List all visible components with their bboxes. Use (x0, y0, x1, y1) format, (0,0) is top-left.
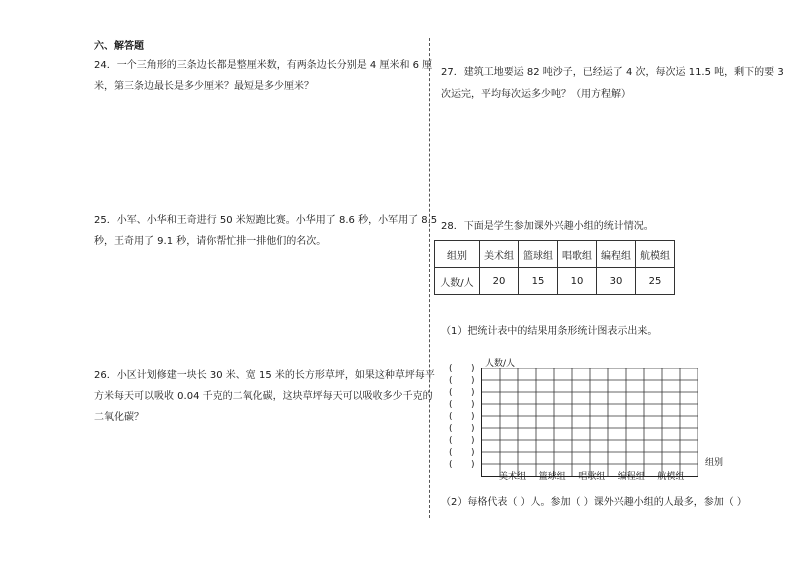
x-category-label: 编程组 (617, 472, 645, 482)
table-count-cell: 15 (519, 268, 558, 295)
table-group-cell: 唱歌组 (558, 241, 597, 268)
y-tick-open-paren: ( (449, 376, 453, 386)
x-category-label: 篮球组 (538, 472, 566, 482)
column-divider (429, 38, 430, 518)
q27-line2: 次运完，平均每次运多少吨？（用方程解） (441, 89, 631, 100)
table-count-cell: 25 (636, 268, 675, 295)
y-tick-open-paren: ( (449, 424, 453, 434)
table-count-row (435, 268, 675, 295)
y-tick-close-paren: ) (471, 448, 475, 458)
y-tick-open-paren: ( (449, 460, 453, 470)
q24-line1: 24．一个三角形的三条边长都是整厘米数，有两条边长分别是 4 厘米和 6 厘 (94, 60, 433, 71)
y-tick-close-paren: ) (471, 412, 475, 422)
y-tick-close-paren: ) (471, 460, 475, 470)
table-count-cell: 10 (558, 268, 597, 295)
section-title: 六、解答题 (94, 41, 144, 52)
q26-line1: 26．小区计划修建一块长 30 米、宽 15 米的长方形草坪，如果这种草坪每平 (94, 370, 435, 381)
y-tick-close-paren: ) (471, 400, 475, 410)
y-tick-close-paren: ) (471, 436, 475, 446)
x-category-label: 航模组 (657, 472, 685, 482)
y-tick-open-paren: ( (449, 388, 453, 398)
y-tick-open-paren: ( (449, 436, 453, 446)
y-tick-open-paren: ( (449, 400, 453, 410)
q27-line1: 27．建筑工地要运 82 吨沙子，已经运了 4 次，每次运 11.5 吨，剩下的要 3 (441, 67, 784, 78)
chart-grid (481, 368, 698, 477)
q28-part2: （2）每格代表（ ）人。参加（ ）课外兴趣小组的人最多，参加（ ） (441, 497, 747, 508)
q28-part1: （1）把统计表中的结果用条形统计图表示出来。 (441, 326, 658, 337)
y-tick-close-paren: ) (471, 388, 475, 398)
y-tick-close-paren: ) (471, 424, 475, 434)
q24-line2: 米，第三条边最长是多少厘米？最短是多少厘米？ (94, 81, 314, 92)
x-category-label: 美术组 (499, 472, 527, 482)
stats-table (434, 240, 675, 295)
chart-grid-lines (482, 368, 698, 476)
chart-y-axis-label: 人数/人 (485, 359, 516, 369)
y-tick-open-paren: ( (449, 412, 453, 422)
table-count-cell: 20 (480, 268, 519, 295)
y-tick-close-paren: ) (471, 364, 475, 374)
table-group-cell: 编程组 (597, 241, 636, 268)
x-category-label: 唱歌组 (578, 472, 606, 482)
chart-x-axis-label: 组别 (705, 458, 724, 468)
table-count-cell: 30 (597, 268, 636, 295)
table-group-cell: 航模组 (636, 241, 675, 268)
table-group-cell: 美术组 (480, 241, 519, 268)
q25-line1: 25．小军、小华和王奇进行 50 米短跑比赛。小华用了 8.6 秒，小军用了 8.5 (94, 215, 438, 226)
y-tick-close-paren: ) (471, 376, 475, 386)
q26-line2: 方米每天可以吸收 0.04 千克的二氧化碳，这块草坪每天可以吸收多少千克的 (94, 391, 433, 402)
q26-line3: 二氧化碳？ (94, 412, 144, 423)
table-row-label: 人数/人 (435, 268, 480, 295)
y-tick-open-paren: ( (449, 448, 453, 458)
q28-intro: 28．下面是学生参加课外兴趣小组的统计情况。 (441, 221, 654, 232)
y-tick-open-paren: ( (449, 364, 453, 374)
q25-line2: 秒，王奇用了 9.1 秒，请你帮忙排一排他们的名次。 (94, 236, 327, 247)
table-header-label: 组别 (435, 241, 480, 268)
table-header-row (435, 241, 675, 268)
table-group-cell: 篮球组 (519, 241, 558, 268)
